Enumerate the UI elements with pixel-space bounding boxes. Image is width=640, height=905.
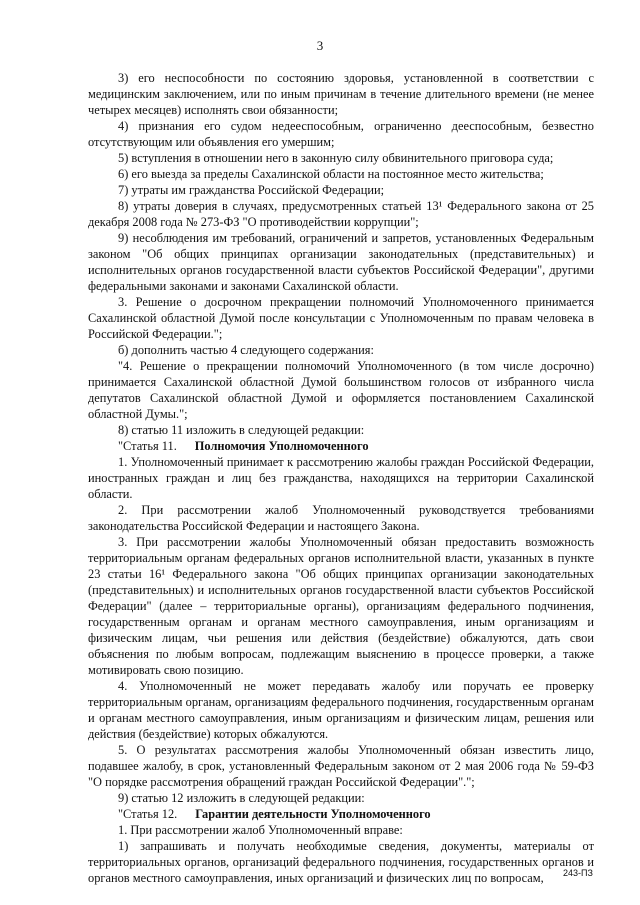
paragraph: 3) его неспособности по состоянию здоровья, установленной в соответствии с медицинским заключением, или по иным причинам в течение длительного времени (не менее четырех месяцев) исполнять свои обязанности; — [88, 71, 594, 117]
paragraph: 1) запрашивать и получать необходимые сведения, документы, материалы от территориальных органов, организаций федерального подчинения, государственных органов и органов местного самоуправления, иных организаций и физических лиц по вопросам, — [88, 839, 594, 885]
page-number: 3 — [316, 38, 324, 53]
article-11-heading — [88, 438, 594, 454]
paragraph: 9) несоблюдения им требований, ограничений и запретов, установленных Федеральным законом "Об общих принципах организации законодательных (представительных) и исполнительных органов государственной власти субъектов Российской Федерации", другими федеральными законами и законами Сахалинской области. — [88, 231, 594, 293]
paragraph: 4. Уполномоченный не может передавать жалобу или поручать ее проверку территориальным органам, организациям федерального подчинения, государственным органам и органам местного самоуправления, иным организациям и физическим лицам, решения или действия (бездействие) которых обжалуются. — [88, 679, 594, 741]
paragraph: 1. Уполномоченный принимает к рассмотрению жалобы граждан Российской Федерации, иностранных граждан и лиц без гражданства, находящихся на территории Сахалинской области. — [88, 455, 594, 501]
paragraph: 3. Решение о досрочном прекращении полномочий Уполномоченного принимается Сахалинской областной Думой после консультации с Уполномоченным по правам человека в Российской Федерации."; — [88, 295, 594, 341]
paragraph: 5) вступления в отношении него в законную силу обвинительного приговора суда; — [118, 151, 554, 165]
article-12-heading — [88, 806, 594, 822]
article-12-title: Гарантии деятельности Уполномоченного — [195, 807, 431, 821]
article-11-title: Полномочия Уполномоченного — [194, 439, 369, 453]
paragraph: 3. При рассмотрении жалобы Уполномоченный обязан предоставить возможность территориальным органам федеральных органов исполнительной власти, указанных в пункте 23 статьи 16¹ Федерального закона "Об общих принципах организации законодательных (представительных) и исполнительных органов государственной власти субъектов Российской Федерации" (далее – территориальные органы), организациям федерального подчинения, государственным органам и органам местного самоуправления, иным организациям и физическим лицам, чьи решения или действия (бездействие) обжалуются, дать свои объяснения по любым вопросам, подлежащим выяснению в процессе проверки, а также мотивировать свою позицию. — [88, 535, 594, 677]
paragraph: б) дополнить частью 4 следующего содержания: — [118, 343, 374, 357]
document-code: 243-ПЗ — [563, 868, 593, 878]
paragraph: 1. При рассмотрении жалоб Уполномоченный вправе: — [118, 823, 403, 837]
article-12-prefix: "Статья 12. — [118, 807, 178, 821]
paragraph: 8) статью 11 изложить в следующей редакции: — [118, 423, 365, 437]
paragraph: 9) статью 12 изложить в следующей редакции: — [118, 791, 365, 805]
paragraph: 2. При рассмотрении жалоб Уполномоченный руководствуется требованиями законодательства Российской Федерации и настоящего Закона. — [88, 503, 594, 533]
paragraph: 6) его выезда за пределы Сахалинской области на постоянное место жительства; — [118, 167, 544, 181]
paragraph: 4) признания его судом недееспособным, ограниченно дееспособным, безвестно отсутствующим или объявления его умершим; — [88, 119, 594, 149]
article-11-prefix: "Статья 11. — [118, 439, 177, 453]
document-body — [88, 70, 594, 886]
paragraph: "4. Решение о прекращении полномочий Уполномоченного (в том числе досрочно) принимается Сахалинской областной Думой большинством голосов от избранного числа депутатов Сахалинской областной Думой и оформляется постановлением Сахалинской областной Думы."; — [88, 359, 594, 421]
paragraph: 8) утраты доверия в случаях, предусмотренных статьей 13¹ Федерального закона от 25 декабря 2008 года № 273-ФЗ "О противодействии коррупции"; — [88, 199, 594, 229]
paragraph: 7) утраты им гражданства Российской Федерации; — [118, 183, 385, 197]
paragraph: 5. О результатах рассмотрения жалобы Уполномоченный обязан известить лицо, подавшее жалобу, в срок, установленный Федеральным законом от 2 мая 2006 года № 59-ФЗ "О порядке рассмотрения обращений граждан Российской Федерации"."; — [88, 743, 594, 789]
